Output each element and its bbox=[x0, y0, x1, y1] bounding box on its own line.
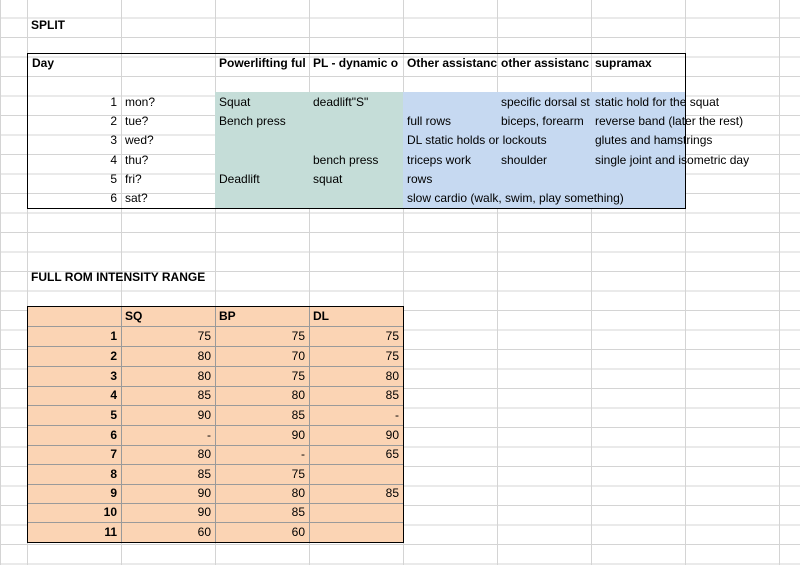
split-row-day[interactable]: mon? bbox=[125, 95, 156, 109]
rom-cell-bp[interactable]: 90 bbox=[291, 428, 305, 442]
rom-cell-bp[interactable]: 85 bbox=[291, 408, 305, 422]
header-supramax[interactable]: supramax bbox=[595, 56, 652, 70]
rom-cell-dl[interactable]: 75 bbox=[385, 329, 399, 343]
rom-row-num[interactable]: 9 bbox=[110, 486, 117, 500]
rom-row-num[interactable]: 1 bbox=[110, 329, 117, 343]
header-pl-dynamic[interactable]: PL - dynamic o bbox=[313, 56, 399, 70]
split-row-powerlifting[interactable]: Bench press bbox=[219, 114, 286, 128]
split-row-other-2[interactable]: biceps, forearm bbox=[501, 114, 584, 128]
rom-row-num[interactable]: 10 bbox=[103, 505, 117, 519]
rom-cell-dl[interactable] bbox=[309, 465, 403, 484]
split-row-other-1[interactable]: rows bbox=[407, 172, 433, 186]
header-powerlifting[interactable]: Powerlifting ful bbox=[219, 56, 306, 70]
rom-cell-sq[interactable]: 75 bbox=[197, 329, 211, 343]
rom-cell-dl[interactable]: 80 bbox=[385, 369, 399, 383]
header-day[interactable]: Day bbox=[32, 56, 55, 70]
split-row-other-1[interactable]: triceps work bbox=[407, 153, 472, 167]
rom-row-num[interactable]: 8 bbox=[110, 467, 117, 481]
rom-cell-sq[interactable]: 80 bbox=[197, 447, 211, 461]
split-row-supramax[interactable]: reverse band (later the rest) bbox=[595, 114, 744, 128]
rom-cell-bp[interactable]: 85 bbox=[291, 505, 305, 519]
rom-row-num[interactable]: 3 bbox=[110, 369, 117, 383]
rom-cell-bp[interactable]: 80 bbox=[291, 486, 305, 500]
split-row-pl-dynamic[interactable]: squat bbox=[313, 172, 343, 186]
header-other-assistance-2[interactable]: other assistanc bbox=[501, 56, 590, 70]
split-row-supramax[interactable]: glutes and hamstrings bbox=[595, 133, 713, 147]
split-row-other-1[interactable]: DL static holds or lockouts bbox=[407, 133, 547, 147]
split-row-other-2[interactable]: specific dorsal st bbox=[501, 95, 590, 109]
rom-header-dl[interactable]: DL bbox=[313, 309, 329, 323]
rom-cell-dl[interactable] bbox=[309, 503, 403, 522]
rom-title: FULL ROM INTENSITY RANGE bbox=[31, 270, 206, 284]
rom-cell-bp[interactable]: 75 bbox=[291, 369, 305, 383]
split-row-pl-dynamic[interactable]: deadlift"S" bbox=[313, 95, 369, 109]
split-row-num[interactable]: 6 bbox=[110, 191, 117, 205]
rom-cell-sq[interactable]: 90 bbox=[197, 505, 211, 519]
rom-cell-sq[interactable]: 90 bbox=[197, 486, 211, 500]
rom-row-num[interactable]: 6 bbox=[110, 428, 117, 442]
rom-cell-dl[interactable]: 90 bbox=[385, 428, 399, 442]
rom-cell-dl[interactable]: 85 bbox=[385, 388, 399, 402]
split-row-supramax[interactable]: single joint and isometric day bbox=[595, 153, 750, 167]
rom-cell-sq[interactable]: 80 bbox=[197, 349, 211, 363]
split-row-num[interactable]: 3 bbox=[110, 133, 117, 147]
rom-cell-sq[interactable]: 80 bbox=[197, 369, 211, 383]
split-row-day[interactable]: fri? bbox=[125, 172, 142, 186]
split-row-num[interactable]: 5 bbox=[110, 172, 117, 186]
split-row-day[interactable]: wed? bbox=[125, 133, 154, 147]
rom-header-bp[interactable]: BP bbox=[219, 309, 236, 323]
rom-cell-bp[interactable]: 60 bbox=[291, 525, 305, 539]
header-other-assistance-1[interactable]: Other assistanc bbox=[407, 56, 497, 70]
split-row-powerlifting[interactable]: Squat bbox=[219, 95, 251, 109]
split-row-supramax[interactable]: static hold for the squat bbox=[595, 95, 720, 109]
split-row-day[interactable]: sat? bbox=[125, 191, 148, 205]
rom-cell-sq[interactable]: 85 bbox=[197, 467, 211, 481]
split-row-powerlifting[interactable]: Deadlift bbox=[219, 172, 260, 186]
rom-header-sq[interactable]: SQ bbox=[125, 309, 143, 323]
rom-row-num[interactable]: 7 bbox=[110, 447, 117, 461]
split-row-day[interactable]: tue? bbox=[125, 114, 149, 128]
split-row-num[interactable]: 1 bbox=[110, 95, 117, 109]
rom-row-num[interactable]: 4 bbox=[110, 388, 117, 402]
split-row-other-1[interactable]: slow cardio (walk, swim, play something) bbox=[407, 191, 624, 205]
rom-cell-bp[interactable]: - bbox=[301, 447, 305, 461]
rom-cell-bp[interactable]: 75 bbox=[291, 467, 305, 481]
rom-cell-dl[interactable]: 75 bbox=[385, 349, 399, 363]
rom-cell-bp[interactable]: 80 bbox=[291, 388, 305, 402]
split-row-other-1[interactable]: full rows bbox=[407, 114, 452, 128]
rom-row-num[interactable]: 5 bbox=[110, 408, 117, 422]
split-row-pl-dynamic[interactable]: bench press bbox=[313, 153, 379, 167]
rom-cell-sq[interactable]: 60 bbox=[197, 525, 211, 539]
split-row-other-2[interactable]: shoulder bbox=[501, 153, 548, 167]
split-title: SPLIT bbox=[31, 18, 66, 32]
rom-cell-dl[interactable]: - bbox=[395, 408, 399, 422]
rom-cell-sq[interactable]: 85 bbox=[197, 388, 211, 402]
rom-cell-sq[interactable]: 90 bbox=[197, 408, 211, 422]
split-row-num[interactable]: 4 bbox=[110, 153, 117, 167]
rom-row-num[interactable]: 11 bbox=[104, 525, 117, 539]
rom-cell-dl[interactable]: 65 bbox=[385, 447, 399, 461]
rom-cell-dl[interactable]: 85 bbox=[385, 486, 399, 500]
split-row-day[interactable]: thu? bbox=[125, 153, 149, 167]
rom-cell-bp[interactable]: 70 bbox=[291, 349, 305, 363]
rom-cell-sq[interactable]: - bbox=[207, 428, 211, 442]
split-row-num[interactable]: 2 bbox=[110, 114, 117, 128]
rom-row-num[interactable]: 2 bbox=[110, 349, 117, 363]
rom-cell-dl[interactable] bbox=[309, 523, 403, 542]
rom-cell-bp[interactable]: 75 bbox=[291, 329, 305, 343]
